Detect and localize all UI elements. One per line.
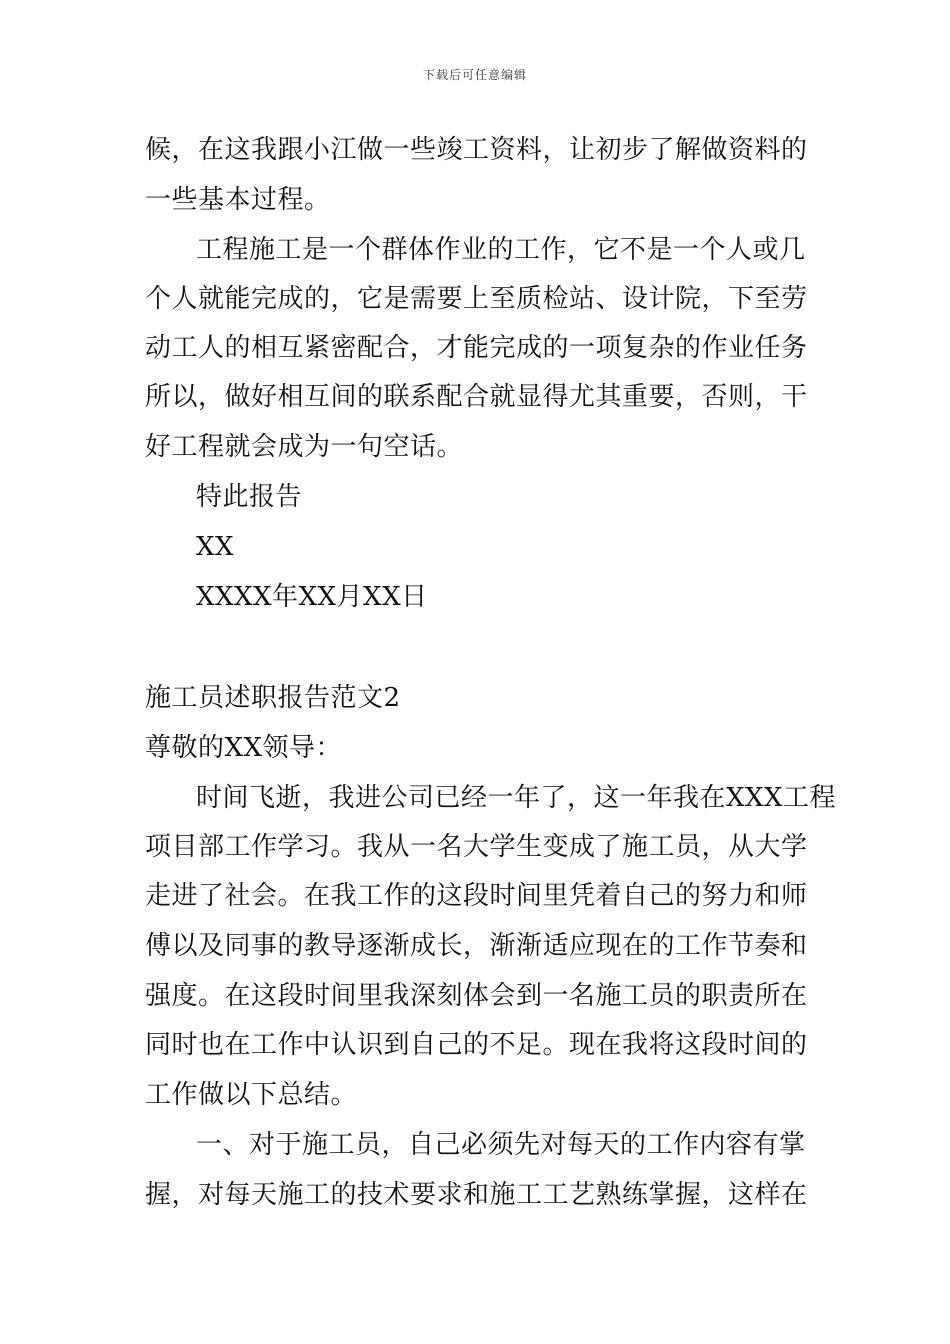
- paragraph-line: 强度。在这段时间里我深刻体会到一名施工员的职责所在: [145, 981, 808, 1011]
- signer-name: XX: [196, 532, 235, 562]
- section-title: 施工员述职报告范文2: [145, 683, 401, 713]
- paragraph-line: 时间飞逝，我进公司已经一年了，这一年我在XXX工程: [196, 783, 837, 813]
- paragraph-line: 同时也在工作中认识到自己的不足。现在我将这段时间的: [145, 1030, 808, 1060]
- paragraph-line: 一些基本过程。: [145, 185, 331, 215]
- report-date: XXXX年XX月XX日: [196, 582, 428, 612]
- closing-line: 特此报告: [196, 482, 303, 512]
- paragraph-line: 走进了社会。在我工作的这段时间里凭着自己的努力和师: [145, 881, 808, 911]
- paragraph-line: 所以，做好相互间的联系配合就显得尤其重要，否则，干: [145, 382, 808, 412]
- paragraph-line: 动工人的相互紧密配合，才能完成的一项复杂的作业任务: [145, 333, 808, 363]
- paragraph-line: 候，在这我跟小江做一些竣工资料，让初步了解做资料的: [145, 135, 808, 165]
- paragraph-line: 傅以及同事的教导逐渐成长，渐渐适应现在的工作节奏和: [145, 931, 808, 961]
- paragraph-line: 个人就能完成的，它是需要上至质检站、设计院，下至劳: [145, 284, 808, 314]
- paragraph-line: 握，对每天施工的技术要求和施工工艺熟练掌握，这样在: [145, 1180, 808, 1210]
- page-header-note: 下载后可任意编辑: [422, 68, 527, 82]
- paragraph-line: 项目部工作学习。我从一名大学生变成了施工员，从大学: [145, 832, 808, 862]
- paragraph-line: 好工程就会成为一句空话。: [145, 432, 464, 462]
- paragraph-line: 工程施工是一个群体作业的工作，它不是一个人或几: [196, 235, 806, 265]
- salutation: 尊敬的XX领导：: [145, 733, 343, 763]
- paragraph-line: 工作做以下总结。: [145, 1080, 358, 1110]
- paragraph-line: 一、对于施工员，自己必须先对每天的工作内容有掌: [196, 1130, 806, 1160]
